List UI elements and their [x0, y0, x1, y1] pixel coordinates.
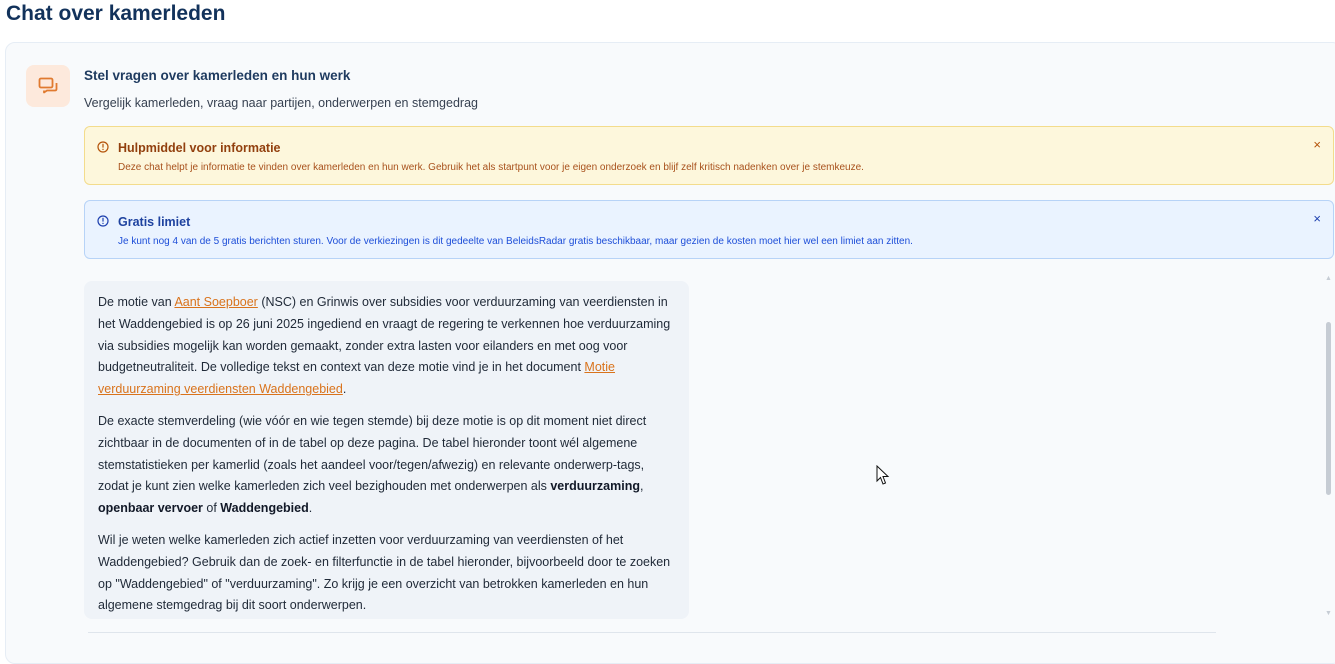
alert-text: Deze chat helpt je informatie te vinden over kamerleden en hun werk. Gebruik het als startpunt voor je eigen onderzoek en blijf zelf kritisch nadenken over je stemkeuze. — [118, 162, 864, 173]
message-paragraph: De exacte stemverdeling (wie vóór en wie tegen stemde) bij deze motie is op dit moment niet direct zichtbaar in de documenten of in de tabel op deze pagina. De tabel hieronder toont wél algemene stemstatistieken per kamerlid (zoals het aandeel voor/tegen/afwezig) en relevante onderwerp-tags, zodat je kunt zien welke kamerleden zich veel bezighouden met onderwerpen als verduurzaming, openbaar vervoer of Waddengebied. — [98, 413, 647, 516]
alert-title: Hulpmiddel voor informatie — [118, 141, 281, 155]
scroll-up-icon[interactable]: ▲ — [1325, 275, 1332, 282]
scrollbar-thumb[interactable] — [1326, 322, 1331, 495]
info-circle-icon — [97, 140, 109, 158]
close-icon[interactable]: × — [1313, 137, 1321, 152]
member-link[interactable]: Aant Soepboer — [174, 295, 258, 309]
message-paragraph: Wil je weten welke kamerleden zich actief inzetten voor verduurzaming van veerdiensten of het Waddengebied? Gebruik dan de zoek- en filterfunctie in de tabel hieronder, bijvoorbeeld door te zoeken op "Waddengebied" of "verduurzaming". Zo krijg je een overzicht van betrokken kamerleden en hun algemene stemgedrag bij dit soort onderwerpen. — [98, 532, 671, 613]
page-title: Chat over kamerleden — [6, 2, 226, 25]
free-limit-alert — [84, 200, 1334, 259]
assistant-message — [84, 281, 689, 619]
alert-text: Je kunt nog 4 van de 5 gratis berichten sturen. Voor de verkiezingen is dit gedeelte van BeleidsRadar gratis beschikbaar, maar gezien de kosten moet hier wel een limiet aan zitten. — [118, 236, 913, 247]
chat-header-subtitle: Vergelijk kamerleden, vraag naar partijen, onderwerpen en stemgedrag — [84, 96, 478, 110]
close-icon[interactable]: × — [1313, 211, 1321, 226]
chat-icon — [26, 65, 70, 107]
mouse-cursor-icon — [876, 465, 890, 491]
document-link[interactable]: Motie verduurzaming veerdiensten Waddengebied — [98, 360, 615, 397]
input-divider — [88, 632, 1216, 633]
scroll-down-icon[interactable]: ▼ — [1325, 610, 1332, 617]
info-circle-icon — [97, 214, 109, 232]
chat-header-title: Stel vragen over kamerleden en hun werk — [84, 68, 351, 83]
alert-title: Gratis limiet — [118, 215, 191, 229]
message-paragraph: De motie van Aant Soepboer (NSC) en Grinwis over subsidies voor verduurzaming van veerdiensten in het Waddengebied is op 26 juni 2025 ingediend en vraagt de regering te verkennen hoe verduurzaming via subsidies mogelijk kan worden gemaakt, zonder extra lasten voor eilanders en met oog voor budgetneutraliteit. De volledige tekst en context van deze motie vind je in het document Motie verduurzaming veerdiensten Waddengebied. — [98, 295, 671, 397]
info-tool-alert — [84, 126, 1334, 185]
